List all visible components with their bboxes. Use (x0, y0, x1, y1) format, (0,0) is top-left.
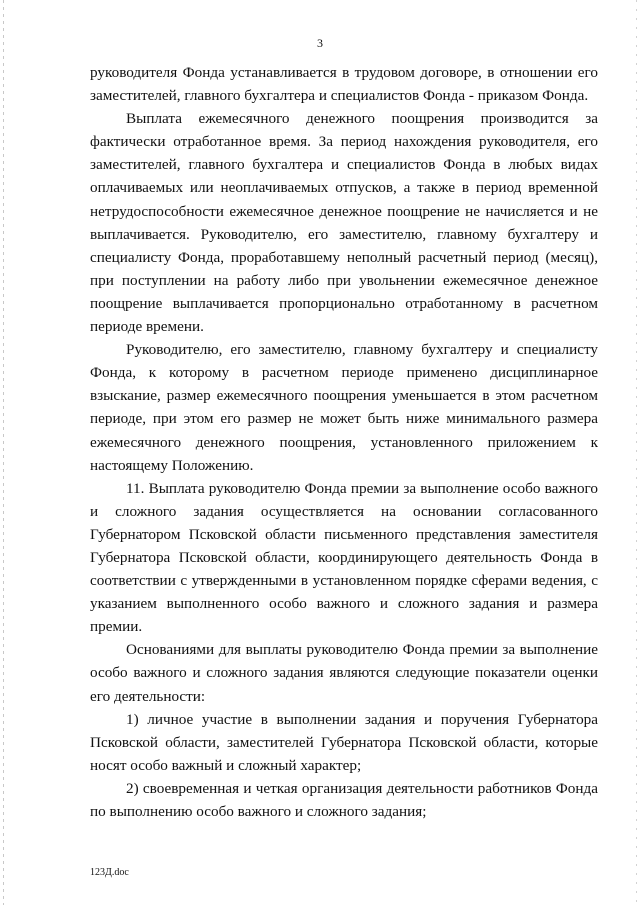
document-body (90, 61, 598, 823)
paragraph-bonus-payment-time: Выплата ежемесячного денежного поощрения производится за фактически отработанное время. За период нахождения руководителя, его заместителей, главного бухгалтера и специалистов Фонда в любых видах оплачиваемых или неоплачиваемых отпусков, а также в период временной нетрудоспособности ежемесячное денежное поощрение не начисляется и не выплачивается. Руководителю, его заместителю, главному бухгалтеру и специалисту Фонда, проработавшему неполный расчетный период (месяц), при поступлении на работу либо при увольнении ежемесячное денежное поощрение выплачивается пропорционально отработанному в расчетном периоде времени. (90, 110, 598, 336)
paragraph-disciplinary-reduction: Руководителю, его заместителю, главному бухгалтеру и специалисту Фонда, к которому в расчетном периоде применено дисциплинарное взыскание, размер ежемесячного поощрения уменьшается в этом расчетном периоде, при этом его размер не может быть ниже минимального размера ежемесячного денежного поощрения, установленного приложением к настоящему Положению. (90, 341, 598, 474)
page-number: 3 (317, 36, 323, 50)
paragraph-item-11: 11. Выплата руководителю Фонда премии за выполнение особо важного и сложного задания осуществляется на основании согласованного Губернатором Псковской области письменного представления заместителя Губернатора Псковской области, координирующего деятельность Фонда в соответствии с утвержденными в установленном порядке сферами ведения, с указанием выполненного особо важного и сложного задания и размера премии. (90, 479, 598, 636)
list-item-2: 2) своевременная и четкая организация деятельности работников Фонда по выполнению особо важного и сложного задания; (90, 779, 598, 820)
scan-edge-right (636, 0, 637, 905)
paragraph-bonus-grounds: Основаниями для выплаты руководителю Фонда премии за выполнение особо важного и сложного задания являются следующие показатели оценки его деятельности: (90, 641, 598, 705)
paragraph-continuation: руководителя Фонда устанавливается в трудовом договоре, в отношении его заместителей, главного бухгалтера и специалистов Фонда - приказом Фонда. (90, 64, 598, 105)
list-item-1: 1) личное участие в выполнении задания и поручения Губернатора Псковской области, заместителей Губернатора Псковской области, которые носят особо важный и сложный характер; (90, 710, 598, 774)
scan-edge-left (3, 0, 4, 905)
footer-filename: 123Д.doc (90, 867, 129, 878)
